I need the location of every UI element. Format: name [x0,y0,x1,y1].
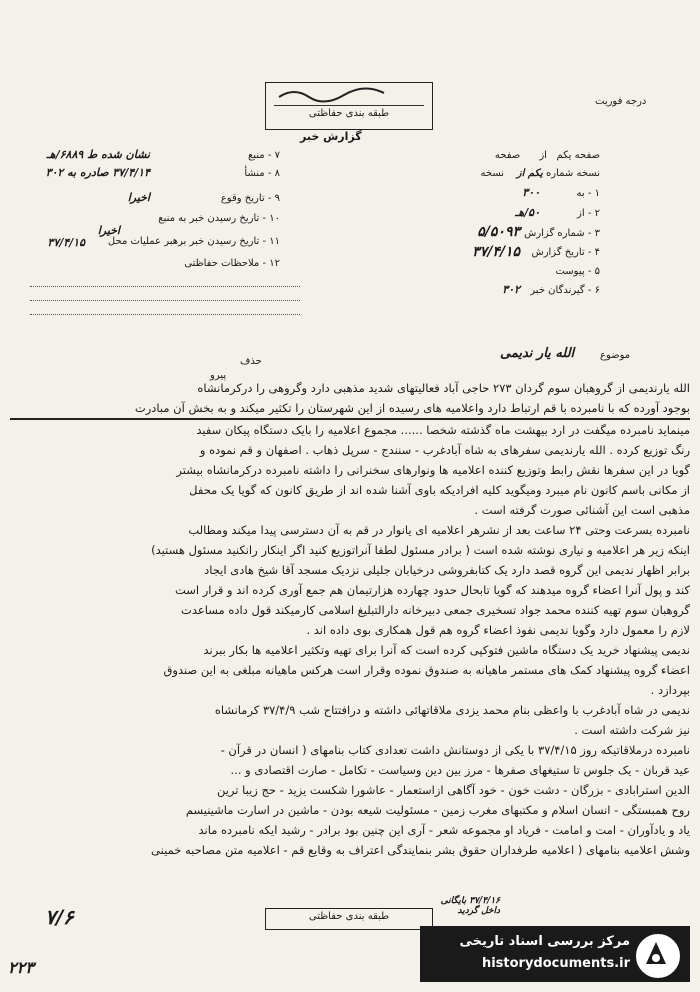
body-line: نیز شرکت داشته است . [574,723,690,737]
body-line: یاد و یادآوران - امت و امامت - فریاد او مجموعه شعر - آری این چنین بود برادر - رشید ایکه نامبرده ماند [198,823,690,837]
priority-label: درجه فوریت [595,96,647,107]
report-title: گزارش خبر [300,130,362,143]
field-11-label: ۱۱ - تاریخ رسیدن خبر برهبر عملیات محل [107,236,280,247]
stamp-scribble [274,85,424,106]
body-text [10,378,690,860]
copy-field: نسخه شماره یکم از نسخه [480,168,600,179]
page-number: ۲۲۳ [8,958,34,977]
field-10-label: ۱۰ - تاریخ رسیدن خبر به منبع [158,213,280,224]
body-line: اعضاء گروه پیشنهاد کمک های مستمر ماهیانه به صندوق نموده وقرار است هرکس ماهیانه مبلغی به این صندوق [163,663,690,677]
archive-date: ۳۷/۴/۱۶ بایگانی [440,896,500,906]
archive-website: historydocuments.ir [481,956,630,971]
subject-label: موضوع [600,350,631,361]
body-line: الله یارندیمی از گروهبان سوم گردان ۲۷۳ حاجی آباد فعالیتهای شدید مذهبی دارد وگروهی را درکرمانشاه [197,381,690,395]
blank-line-2 [30,300,300,301]
body-line: روح همبستگی - انسان اسلام و مکتبهای مغرب زمین - مسئولیت شیعه بودن - ماشین در اسارت ماشینیسم [185,803,690,817]
field-3-label: ۳ - شماره گزارش [524,228,600,239]
body-line: اینکه زیر هر اعلامیه و نیاری نوشته شده است ( برادر مسئول لطفا آنراتوزیع کنید اگر اینکار رانکنید مسئول هستید) [151,543,690,557]
subject-value: الله یار ندیمی [500,346,575,361]
body-line: گویا در این سفرها نقش رابط وتوزیع کننده اعلامیه ها ونوارهای سخنرانی را داشته نامبرده درکرمانشاه بیشتر [176,463,690,477]
handwritten-sign: ۷/۶ [45,905,74,929]
field-4-value: ۳۷/۴/۱۵ [472,244,520,260]
field-5-label: ۵ - پیوست [555,266,600,277]
body-line: لازم را معمول دارد وگویا ندیمی نفوذ اعضاء گروه هم قول همکاری بوی داده اند . [306,623,690,637]
field-4-label: ۴ - تاریخ گزارش [531,247,600,258]
body-line: نامبرده بسرعت وحتی ۲۴ ساعت بعد از نشرهر اعلامیه ای یانوار در قم به آن دسترسی پیدا میکند ومطالب [188,523,690,537]
classification-top: طبقه بندی حفاظتی [308,108,390,119]
margin-note-2: پیرو [210,370,227,381]
page-field: صفحه یکم از صفحه [494,150,600,161]
bottom-classification-stamp: طبقه بندی حفاظتی [265,908,433,930]
field-11-value: ۳۷/۴/۱۵ [47,236,85,249]
field-9-label: ۹ - تاریخ وقوع [220,193,280,204]
body-line: بوجود آورده که با نامبرده با قم ارتباط دارد واعلامیه های رسیده از این شهرستان را تکثیر میکند و به بخش آن مبادرت [10,398,690,420]
blank-line-3 [30,314,300,315]
body-line: نامبرده درملاقاتیکه روز ۳۷/۴/۱۵ با یکی از دوستانش داشت تعدادی کتاب بنامهای ( انسان در قرآن - [220,743,690,757]
body-line: وشش اعلامیه بنامهای ( اعلامیه طرفداران حقوق بشر بنمایندگی اعتراف به وقایع قم - اعلامیه متن مصاحبه خمینی [151,843,690,857]
field-10-value: اخیرا [97,224,120,237]
top-stamp [265,82,433,130]
archive-footer [420,926,690,982]
blank-line-1 [30,286,300,287]
body-line: الدین استرابادی - بزرگان - دشت خون - خود آگاهی ازاستعمار - عاشورا شکست یزید - حج زیبا ترین [216,783,690,797]
body-line: مذهبی است این آشنائی صورت گرفته است . [474,503,690,517]
archive-name: مرکز بررسی اسناد تاریخی [459,934,630,949]
margin-note-1: حذف [240,356,262,367]
field-6-label: ۶ - گیرندگان خبر [530,285,600,296]
archive-logo-icon [634,932,682,980]
body-line: مینماید نامبرده میگفت در ارد بیهشت ماه گذشته شخصا ...... مجموع اعلامیه را بایک دستگاه پیکان سفید [196,423,690,437]
field-2-label: ۲ - از [577,208,600,219]
body-line: برابر اظهار ندیمی این گروه قصد دارد یک کتابفروشی درخیابان جلیلی نزدیک مسجد آقا شیخ هادی ایجاد [204,563,690,577]
field-6-value: ۳۰۲ [502,283,520,296]
scribble-mark [274,85,404,103]
field-1-label: ۱ - به [576,188,600,199]
body-line: گروهبان سوم تهیه کننده محمد جواد تسخیری جمعی دبیرخانه دارالتبلیغ اسلامی کارمیکند قول داده مساعدت [181,603,690,617]
body-line: از مکانی باسم کانون نام میبرد ومیگوید کلیه افرادیکه باوی آشنا شده اند از طریق کانون که گویا یک محفل [189,483,690,497]
archive-date-note [420,896,500,916]
body-line: رنگ توزیع کرده . الله یارندیمی سفرهای به شاه آبادغرب - سنندج - سرپل ذهاب . اصفهان و قم نموده و [199,443,690,457]
field-12-label: ۱۲ - ملاحظات حفاظتی [184,258,280,269]
body-line: ندیمی در شاه آبادغرب با واعظی بنام محمد یزدی ملاقاتهائی داشته و درافتتاح شب ۳۷/۴/۹ کرمانشاه [214,703,690,717]
body-line: بپردازد . [650,683,690,697]
field-8-value: ۳۷/۴/۱۴ صادره به ۳۰۲ [45,166,150,179]
field-8-label: ۸ - منشأ [244,168,280,179]
field-9-value: اخیرا [127,191,150,204]
field-1-value: ۳۰۰ [522,186,540,199]
body-line: ندیمی پیشنهاد خرید یک دستگاه ماشین فتوکپی کرده است که آنرا برای تهیه وتکثیر اعلامیه ها بکار ببرند [203,643,690,657]
field-3-value: ۵/۵۰۹۳ [477,224,520,240]
field-7-value: نشان شده ط ۶۸۸۹/هـ [46,148,150,161]
field-2-value: ۵۰/هـ [515,206,540,219]
field-7-label: ۷ - منبع [247,150,280,161]
body-line: کند و پول آنرا اعضاء گروه میدهند که گویا تابحال حدود چهارده هزارتیمان هم جمع آوری کرده اند و قرار است [174,583,690,597]
body-line: عید قربان - یک جلوس تا ستیغهای صفرها - مرز بین دین وسیاست - تکامل - صارت اقتصادی و ... [230,763,690,777]
archive-date-sub: داخل گردید [457,906,500,916]
